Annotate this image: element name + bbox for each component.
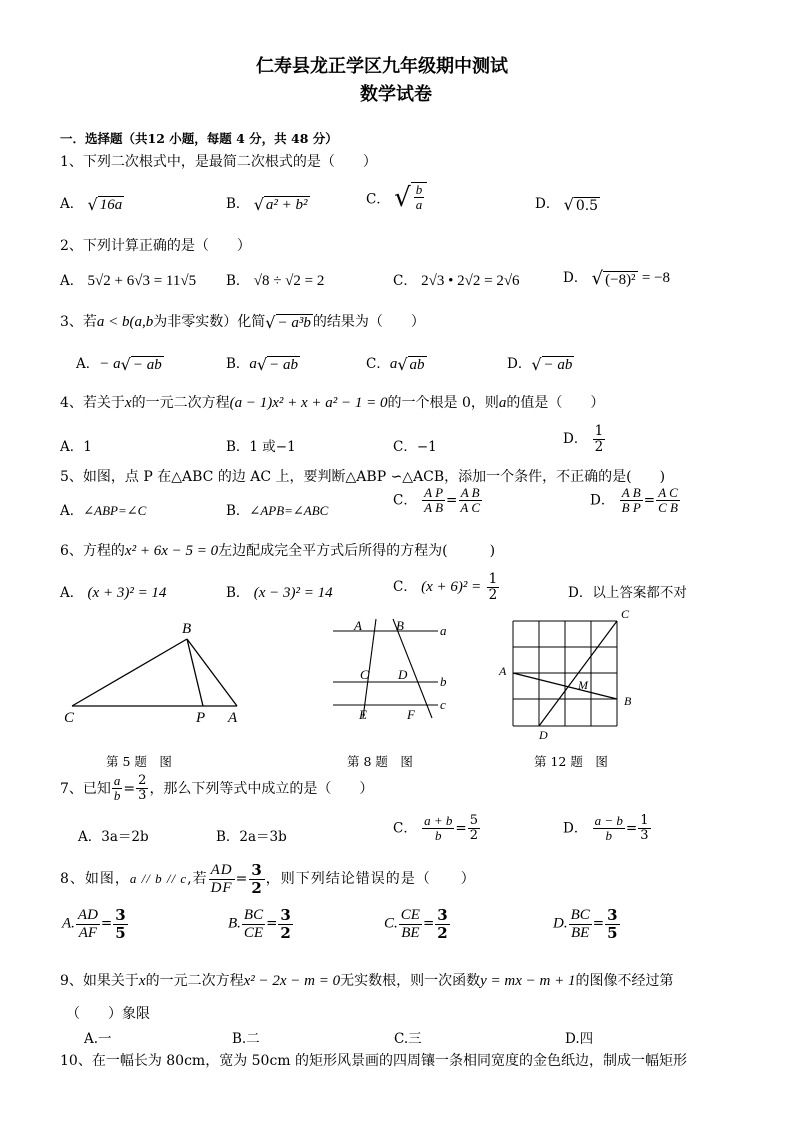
q9-option-c: C.三	[394, 1031, 422, 1047]
label-c: C	[621, 607, 630, 621]
sqrt-expression: √ − ab	[531, 355, 573, 374]
label-e-pt: E	[359, 707, 367, 722]
fraction: $\frac{AD}{DF}$	[210, 862, 233, 896]
label-line-a: a	[440, 623, 447, 638]
sqrt-expression: √ − a³b	[265, 312, 311, 332]
fraction: $\frac{3}{5}$	[115, 906, 126, 942]
label-f-pt: F	[407, 707, 415, 722]
label-m: M	[578, 678, 588, 692]
q5-option-c: C． $\frac{\text{A P}}{\text{A B}}$ = $\frac{\text{A B}}{\text{A C}}$	[393, 485, 480, 516]
sqrt-expression: √ − ab	[256, 355, 298, 374]
fraction: $\frac{1}{3}$	[640, 813, 649, 844]
fraction: $\frac{3}{5}$	[607, 906, 618, 942]
q5-option-b: B．∠APB=∠ABC	[226, 503, 329, 519]
q3-option-b: B．a √ − ab	[226, 355, 298, 374]
q3-option-c: C．a √ ab	[366, 355, 425, 374]
sqrt-expression: √ ab	[397, 355, 425, 374]
fraction: $\frac{3}{2}$	[251, 861, 263, 897]
q8-option-a: A. $\frac{AD}{AF}$ = $\frac{3}{5}$	[62, 906, 126, 942]
figure-12	[495, 605, 640, 745]
label-line-c: c	[440, 697, 446, 712]
sqrt-expression: √ − ab	[120, 355, 162, 374]
label-c: C	[64, 710, 75, 726]
label-c-pt: C	[360, 667, 369, 682]
label-line-b: b	[440, 674, 447, 689]
fraction: $\frac{CE}{BE}$	[400, 907, 420, 941]
q1-option-b: B． √ a² + b²	[226, 195, 308, 214]
question-5-stem: 5、如图，点 P 在△ABC 的边 AC 上，要判断△ABP ∽△ACB，添加一个条件，不正确的是( )	[60, 469, 666, 485]
figure-8	[328, 615, 458, 725]
caption-fig8: 第 8 题 图	[347, 754, 413, 769]
fraction: $\frac{3}{2}$	[280, 906, 291, 942]
label-a-pt: A	[354, 618, 362, 633]
sqrt-expression: √ a² + b²	[253, 195, 308, 214]
question-2-stem: 2、下列计算正确的是（ ）	[60, 238, 251, 254]
caption-fig5: 第 5 题 图	[106, 754, 172, 769]
question-3-stem: 3、若a < b(a,b为非零实数）化简 √ − a³b 的结果为（ ）	[60, 312, 425, 332]
q4-option-a: A．1	[60, 439, 92, 455]
grid	[513, 621, 617, 726]
question-8-stem: 8、如图，a // b // c,若 $\frac{AD}{DF}$ = $\frac{3}{2}$ ，则下列结论错误的是（ ）	[60, 861, 476, 897]
fraction: $\frac{\text{A C}}{\text{C B}}$	[658, 485, 678, 516]
q6-option-d: D．以上答案都不对	[568, 585, 687, 601]
q9-option-b: B.二	[232, 1031, 260, 1047]
fraction: $\frac{AD}{AF}$	[77, 907, 98, 941]
q9-option-a: A.一	[84, 1031, 112, 1047]
q1-option-d: D． √ 0.5	[535, 195, 599, 214]
figure-5	[60, 618, 260, 733]
label-b: B	[182, 621, 192, 637]
question-1-stem: 1、下列二次根式中，是最简二次根式的是（ ）	[60, 154, 377, 170]
fraction: $\frac{1}{2}$	[488, 571, 498, 603]
fraction: $\frac{2}{3}$	[138, 773, 147, 804]
sqrt-expression: √ 0.5	[563, 195, 599, 214]
question-4-stem: 4、若关于x的一元二次方程(a − 1)x² + x + a² − 1 = 0的一个根是 0，则a的值是（ ）	[60, 395, 605, 411]
q2-option-c: C． 2√3 • 2√2 = 2√6	[393, 273, 520, 289]
q6-option-b: B． (x − 3)² = 14	[226, 585, 333, 601]
question-7-stem: 7、已知 $\frac{a}{b}$ = $\frac{2}{3}$ ，那么下列等式中成立的是（ ）	[60, 773, 374, 804]
q6-option-a: A． (x + 3)² = 14	[60, 585, 167, 601]
label-d-pt: D	[398, 667, 408, 682]
q5-option-a: A．∠ABP=∠C	[60, 503, 147, 519]
q3-option-d: D． √ − ab	[507, 355, 573, 374]
q4-option-d: D． $\frac{1}{2}$	[563, 423, 604, 455]
fraction: $\frac{a}{b}$	[113, 773, 121, 804]
label-p: P	[196, 710, 206, 726]
fraction: $\frac{1}{2}$	[594, 423, 604, 455]
fraction: $\frac{BC}{BE}$	[570, 907, 590, 941]
q4-option-c: C．−1	[393, 439, 437, 455]
label-a: A	[228, 710, 238, 726]
fraction: $\frac{a - b}{b}$	[594, 813, 623, 844]
fraction: $\frac{BC}{CE}$	[243, 907, 264, 941]
q4-option-b: B．1 或−1	[226, 439, 296, 455]
q5-option-d: D． $\frac{\text{A B}}{\text{B P}}$ = $\frac{\text{A C}}{\text{C B}}$	[590, 485, 678, 516]
q7-option-b: B．2a＝3b	[216, 829, 287, 845]
segment-cb	[72, 639, 187, 706]
q1-option-a: A． √ 16a	[60, 195, 123, 214]
q2-option-a: A． 5√2 + 6√3 = 11√5	[60, 273, 197, 289]
sqrt-expression: √ (−8)²	[591, 268, 636, 289]
q3-option-a: A．− a √ − ab	[76, 355, 162, 374]
fraction: $\frac{\text{A P}}{\text{A B}}$	[424, 485, 444, 516]
page-title: 仁寿县龙正学区九年级期中测试	[256, 56, 508, 77]
label-a: A	[499, 664, 507, 678]
q8-option-b: B. $\frac{BC}{CE}$ = $\frac{3}{2}$	[228, 906, 291, 942]
fraction: $\frac{3}{2}$	[437, 906, 448, 942]
caption-fig12: 第 12 题 图	[534, 754, 608, 769]
question-6-stem: 6、方程的x² + 6x − 5 = 0左边配成完全平方式后所得的方程为( )	[60, 543, 496, 559]
sqrt-expression: √ 16a	[87, 195, 123, 214]
question-10-stem: 10、在一幅长为 80cm，宽为 50cm 的矩形风景画的四周镶一条相同宽度的金色纸边，制成一幅矩形	[60, 1053, 688, 1069]
fraction: $\frac{5}{2}$	[469, 813, 479, 844]
section-heading: 一．选择题（共12 小题，每题 4 分，共 48 分）	[60, 131, 338, 146]
q6-option-c: C． (x + 6)² = $\frac{1}{2}$	[393, 571, 498, 603]
label-d: D	[539, 728, 548, 742]
q7-option-c: C． $\frac{a + b}{b}$ = $\frac{5}{2}$	[393, 813, 479, 844]
q9-option-d: D.四	[565, 1031, 594, 1047]
q1-option-c: C． √ $\frac{b}{a}$	[366, 182, 427, 213]
fraction: $\frac{a + b}{b}$	[424, 813, 453, 844]
q7-option-d: D． $\frac{a - b}{b}$ = $\frac{1}{3}$	[563, 813, 649, 844]
q8-option-d: D. $\frac{BC}{BE}$ = $\frac{3}{5}$	[553, 906, 618, 942]
q2-option-d: D． √ (−8)² = −8	[563, 268, 671, 289]
question-9-stem: 9、如果关于x的一元二次方程x² − 2x − m = 0无实数根，则一次函数y = mx − m + 1的图像不经过第	[60, 973, 674, 989]
page-subtitle: 数学试卷	[360, 84, 432, 105]
label-b-pt: B	[396, 618, 404, 633]
q2-option-b: B． √8 ÷ √2 = 2	[226, 273, 325, 289]
q8-option-c: C. $\frac{CE}{BE}$ = $\frac{3}{2}$	[384, 906, 448, 942]
fraction: $\frac{\text{A B}}{\text{B P}}$	[621, 485, 641, 516]
label-b: B	[624, 694, 632, 708]
sqrt-expression: √ $\frac{b}{a}$	[394, 182, 427, 213]
question-9-stem-line2: （ ）象限	[66, 1006, 150, 1022]
fraction: $\frac{\text{A B}}{\text{A C}}$	[460, 485, 480, 516]
q7-option-a: A．3a＝2b	[78, 829, 149, 845]
